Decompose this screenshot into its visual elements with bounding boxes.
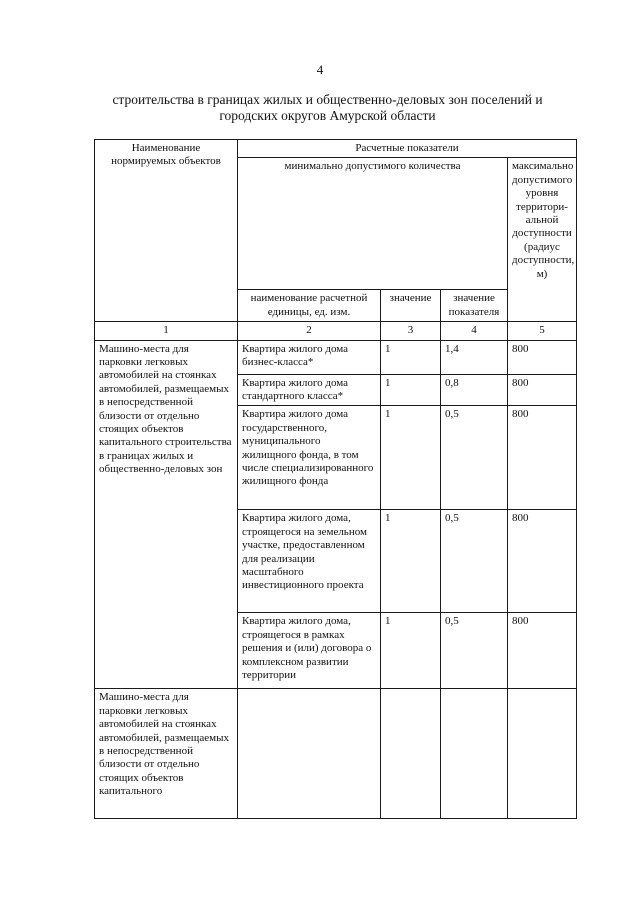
col-number-3: 3 — [381, 322, 441, 340]
indicator-cell: 0,5 — [441, 613, 508, 689]
heading-line-1: строительства в границах жилых и общественно-деловых зон поселений и — [112, 92, 543, 107]
page-number: 4 — [316, 62, 324, 77]
header-value: значение — [381, 290, 441, 322]
value-cell: 1 — [381, 374, 441, 406]
object-name-cell: Машино-места для парковки легковых автомобилей на стоянках автомобилей, размещаемых в непосредственной близости от отдельно стоящих объектов капитального строительства в границах жилых и общественно-деловых зон — [95, 340, 238, 689]
radius-cell: 800 — [508, 613, 577, 689]
value-cell: 1 — [381, 613, 441, 689]
radius-cell — [508, 689, 577, 819]
parking-norms-table — [94, 139, 577, 819]
indicator-cell: 0,5 — [441, 406, 508, 510]
unit-cell: Квартира жилого дома государственного, муниципального жилищного фонда, в том числе специализированного жилищного фонда — [238, 406, 381, 510]
table-row — [95, 340, 577, 374]
col-number-5: 5 — [508, 322, 577, 340]
indicator-cell: 0,8 — [441, 374, 508, 406]
col-number-1: 1 — [95, 322, 238, 340]
document-heading — [90, 92, 565, 124]
unit-cell: Квартира жилого дома, строящегося в рамках решения и (или) договора о комплексном развитии территории — [238, 613, 381, 689]
col-number-2: 2 — [238, 322, 381, 340]
value-cell: 1 — [381, 510, 441, 613]
radius-cell: 800 — [508, 374, 577, 406]
header-object-name: Наименование нормируемых объектов — [95, 140, 238, 322]
object-name-cell: Машино-места для парковки легковых автомобилей на стоянках автомобилей, размещаемых в непосредственной близости от отдельно стоящих объектов капитального — [95, 689, 238, 819]
value-cell: 1 — [381, 406, 441, 510]
indicator-cell: 1,4 — [441, 340, 508, 374]
unit-cell: Квартира жилого дома, строящегося на земельном участке, предоставленном для реализации масштабного инвестиционного проекта — [238, 510, 381, 613]
col-number-4: 4 — [441, 322, 508, 340]
unit-cell — [238, 689, 381, 819]
header-min-quantity: минимально допустимого количества — [238, 158, 508, 290]
unit-cell: Квартира жилого дома стандартного класса* — [238, 374, 381, 406]
radius-cell: 800 — [508, 510, 577, 613]
indicator-cell: 0,5 — [441, 510, 508, 613]
value-cell — [381, 689, 441, 819]
radius-cell: 800 — [508, 406, 577, 510]
table-row — [95, 689, 577, 819]
indicator-cell — [441, 689, 508, 819]
header-calc-indicators: Расчетные показатели — [238, 140, 577, 158]
header-max-access: максимально допустимого уровня территори-альной доступности (радиус доступности, м) — [508, 158, 577, 322]
unit-cell: Квартира жилого дома бизнес-класса* — [238, 340, 381, 374]
radius-cell: 800 — [508, 340, 577, 374]
heading-line-2: городских округов Амурской области — [219, 108, 436, 123]
value-cell: 1 — [381, 340, 441, 374]
header-unit-name: наименование расчетной единицы, ед. изм. — [238, 290, 381, 322]
header-indicator-value: значение показателя — [441, 290, 508, 322]
